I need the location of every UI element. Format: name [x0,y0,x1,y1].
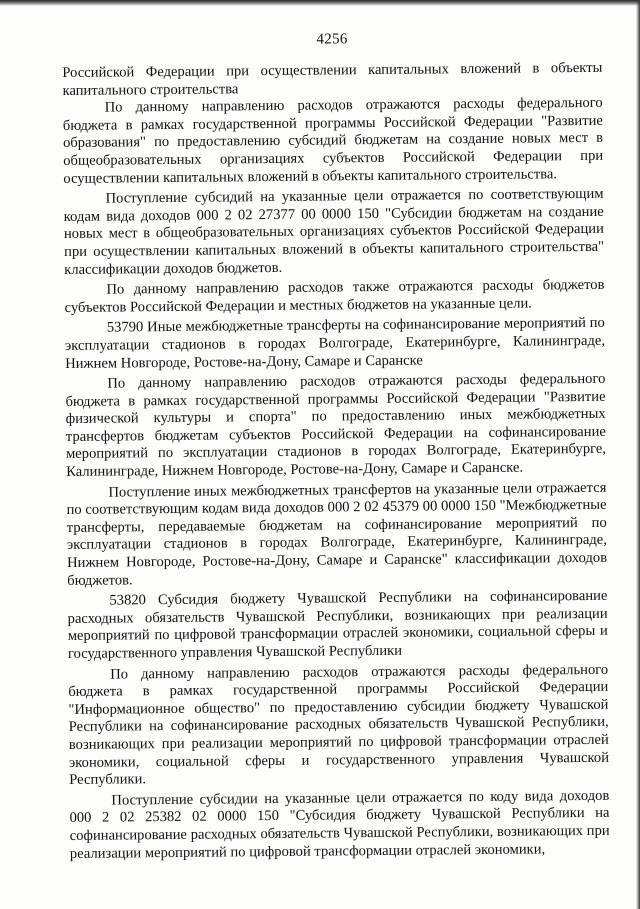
scan-edge-right [636,0,640,909]
page-number: 4256 [316,31,348,48]
paragraph: По данному направлению расходов отражаются расходы федерального бюджета в рамках государственной программы Российской Федерации "Развитие физической культуры и спорта" по предоставлению иных межбюджетных трансфертов бюджетам субъектов Российской Федерации на софинансирование мероприятий по эксплуатации стадионов в городах Волгограде, Екатеринбурге, Калининграде, Нижнем Новгороде, Ростове-на-Дону, Самаре и Саранске. [65,370,607,481]
paragraph: 53790 Иные межбюджетные трансферты на софинансирование мероприятий по эксплуатации стадионов в городах Волгограде, Екатеринбурге, Калининграде, Нижнем Новгороде, Ростове-на-Дону, Самаре и Саранске [64,315,606,372]
page-content [62,29,610,863]
paragraph: По данному направлению расходов отражаются расходы федерального бюджета в рамках государственной программы Российской Федерации "Развитие образования" по предоставлению субсидий бюджетам на создание новых мест в общеобразовательных организациях субъектов Российской Федерации при осуществлении капитальных вложений в объекты капитального строительства. [62,95,604,187]
paragraph: Поступление иных межбюджетных трансфертов на указанные цели отражается по соответствующим кодам вида доходов 000 2 02 45379 00 0000 150 "Межбюджетные трансферты, передаваемые бюджетам на софинансирование мероприятий по эксплуатации стадионов в городах Волгограде, Екатеринбурге, Калининграде, Нижнем Новгороде, Ростове-на-Дону, Самаре и Саранске" классификации доходов бюджетов. [66,479,608,589]
paragraph: Российской Федерации при осуществлении капитальных вложений в объекты капитального строительства [62,59,603,99]
scan-edge-top [0,0,640,6]
paragraph: По данному направлению расходов отражаются расходы федерального бюджета в рамках государственной программы Российской Федерации "Информационное общество" по предоставлению субсидии бюджету Чувашской Республики на софинансирование расходных обязательств Чувашской Республики, возникающих при реализации мероприятий по цифровой трансформации отраслей экономики, социальной сферы и государственного управления Чувашской Республики. [68,661,610,789]
paragraph: Поступление субсидии на указанные цели отражается по коду вида доходов 000 2 02 25382 02 0000 150 "Субсидия бюджету Чувашской Республики на софинансирование расходных обязательств Чувашской Республики, возникающих при реализации мероприятий по цифровой трансформации отраслей экономики, [69,787,610,862]
paragraph: 53820 Субсидия бюджету Чувашской Республики на софинансирование расходных обязательств Чувашской Республики, возникающих при реализации мероприятий по цифровой трансформации отраслей экономики, социальной сферы и государственного управления Чувашской Республики [67,588,608,662]
paragraph: По данному направлению расходов также отражаются расходы бюджетов субъектов Российской Федерации и местных бюджетов на указанные цели. [64,276,605,316]
paragraph: Поступление субсидий на указанные цели отражается по соответствующим кодам вида доходов 000 2 02 27377 00 0000 150 "Субсидии бюджетам на создание новых мест в общеобразовательных организациях субъектов Российской Федерации при осуществлении капитальных вложений в объекты капитального строительства" классификации доходов бюджетов. [63,185,605,278]
